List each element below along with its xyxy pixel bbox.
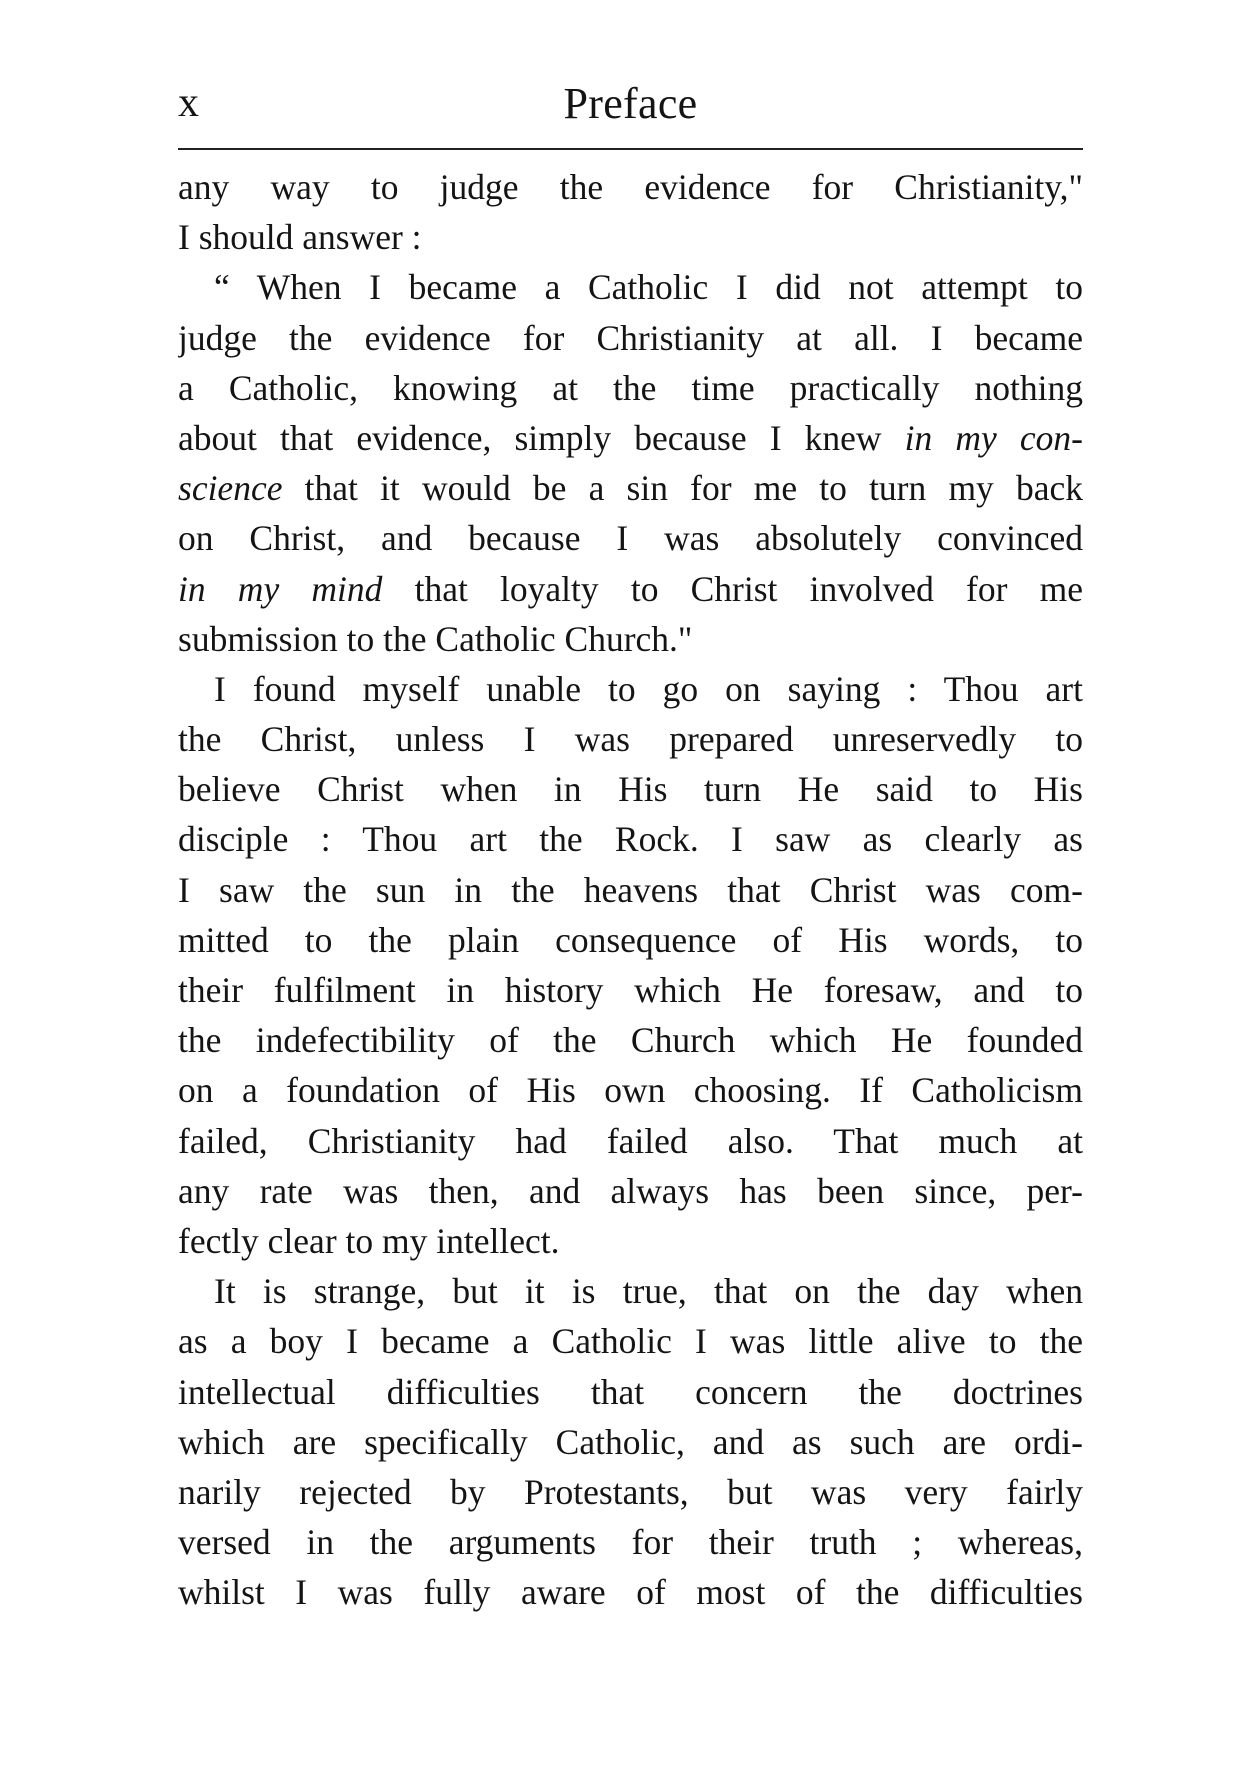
text-line: failed, Christianity had failed also. That much at xyxy=(178,1120,1083,1161)
text-line: which are specifically Catholic, and as such are ordi- xyxy=(178,1421,1083,1462)
text-line: I should answer : xyxy=(178,217,422,258)
text-line-mixed xyxy=(178,564,1083,614)
text-segment: that loyalty to Christ involved for me xyxy=(414,568,1083,609)
italic-segment: in my mind xyxy=(178,568,383,609)
text-line: as a boy I became a Catholic I was little alive to the xyxy=(178,1321,1083,1362)
page-number: x xyxy=(178,80,199,126)
text-line: the Christ, unless I was prepared unreservedly to xyxy=(178,719,1083,760)
text-line-mixed xyxy=(178,413,1083,463)
text-line: a Catholic, knowing at the time practically nothing xyxy=(178,367,1083,408)
text-line: intellectual difficulties that concern the doctrines xyxy=(178,1371,1083,1412)
text-line: mitted to the plain consequence of His words, to xyxy=(178,919,1083,960)
text-line: I found myself unable to go on saying : Thou art xyxy=(214,668,1083,709)
text-line: believe Christ when in His turn He said to His xyxy=(178,769,1083,810)
text-line: their fulfilment in history which He foresaw, and to xyxy=(178,970,1083,1010)
text-line: on a foundation of His own choosing. If Catholicism xyxy=(178,1070,1083,1111)
text-line: submission to the Catholic Church." xyxy=(178,618,693,659)
text-line: “ When I became a Catholic I did not attempt to xyxy=(214,267,1083,308)
text-segment: that it would be a sin for me to turn my back xyxy=(304,468,1083,509)
text-line: the indefectibility of the Church which He founded xyxy=(178,1020,1083,1061)
body-text xyxy=(178,162,1083,1617)
text-line: fectly clear to my intellect. xyxy=(178,1220,560,1261)
text-line: whilst I was fully aware of most of the difficulties xyxy=(178,1572,1083,1613)
text-line: narily rejected by Protestants, but was very fairly xyxy=(178,1471,1083,1512)
italic-segment: science xyxy=(178,468,283,509)
text-segment: about that evidence, simply because I knew xyxy=(178,417,882,458)
header-rule xyxy=(178,148,1083,150)
text-line: versed in the arguments for their truth ; whereas, xyxy=(178,1522,1083,1563)
text-line: any way to judge the evidence for Christianity," xyxy=(178,167,1083,207)
text-line: disciple : Thou art the Rock. I saw as clearly as xyxy=(178,819,1083,860)
book-page xyxy=(178,78,1083,1617)
text-line: judge the evidence for Christianity at all. I became xyxy=(178,317,1083,358)
text-line-mixed xyxy=(178,463,1083,513)
text-line: I saw the sun in the heavens that Christ was com- xyxy=(178,869,1083,910)
running-title: Preface xyxy=(563,79,698,128)
text-line: It is strange, but it is true, that on the day when xyxy=(214,1271,1083,1312)
italic-segment: in my con- xyxy=(904,417,1083,458)
page-header xyxy=(178,78,1083,138)
text-line: any rate was then, and always has been since, per- xyxy=(178,1170,1083,1211)
text-line: on Christ, and because I was absolutely convinced xyxy=(178,518,1083,559)
